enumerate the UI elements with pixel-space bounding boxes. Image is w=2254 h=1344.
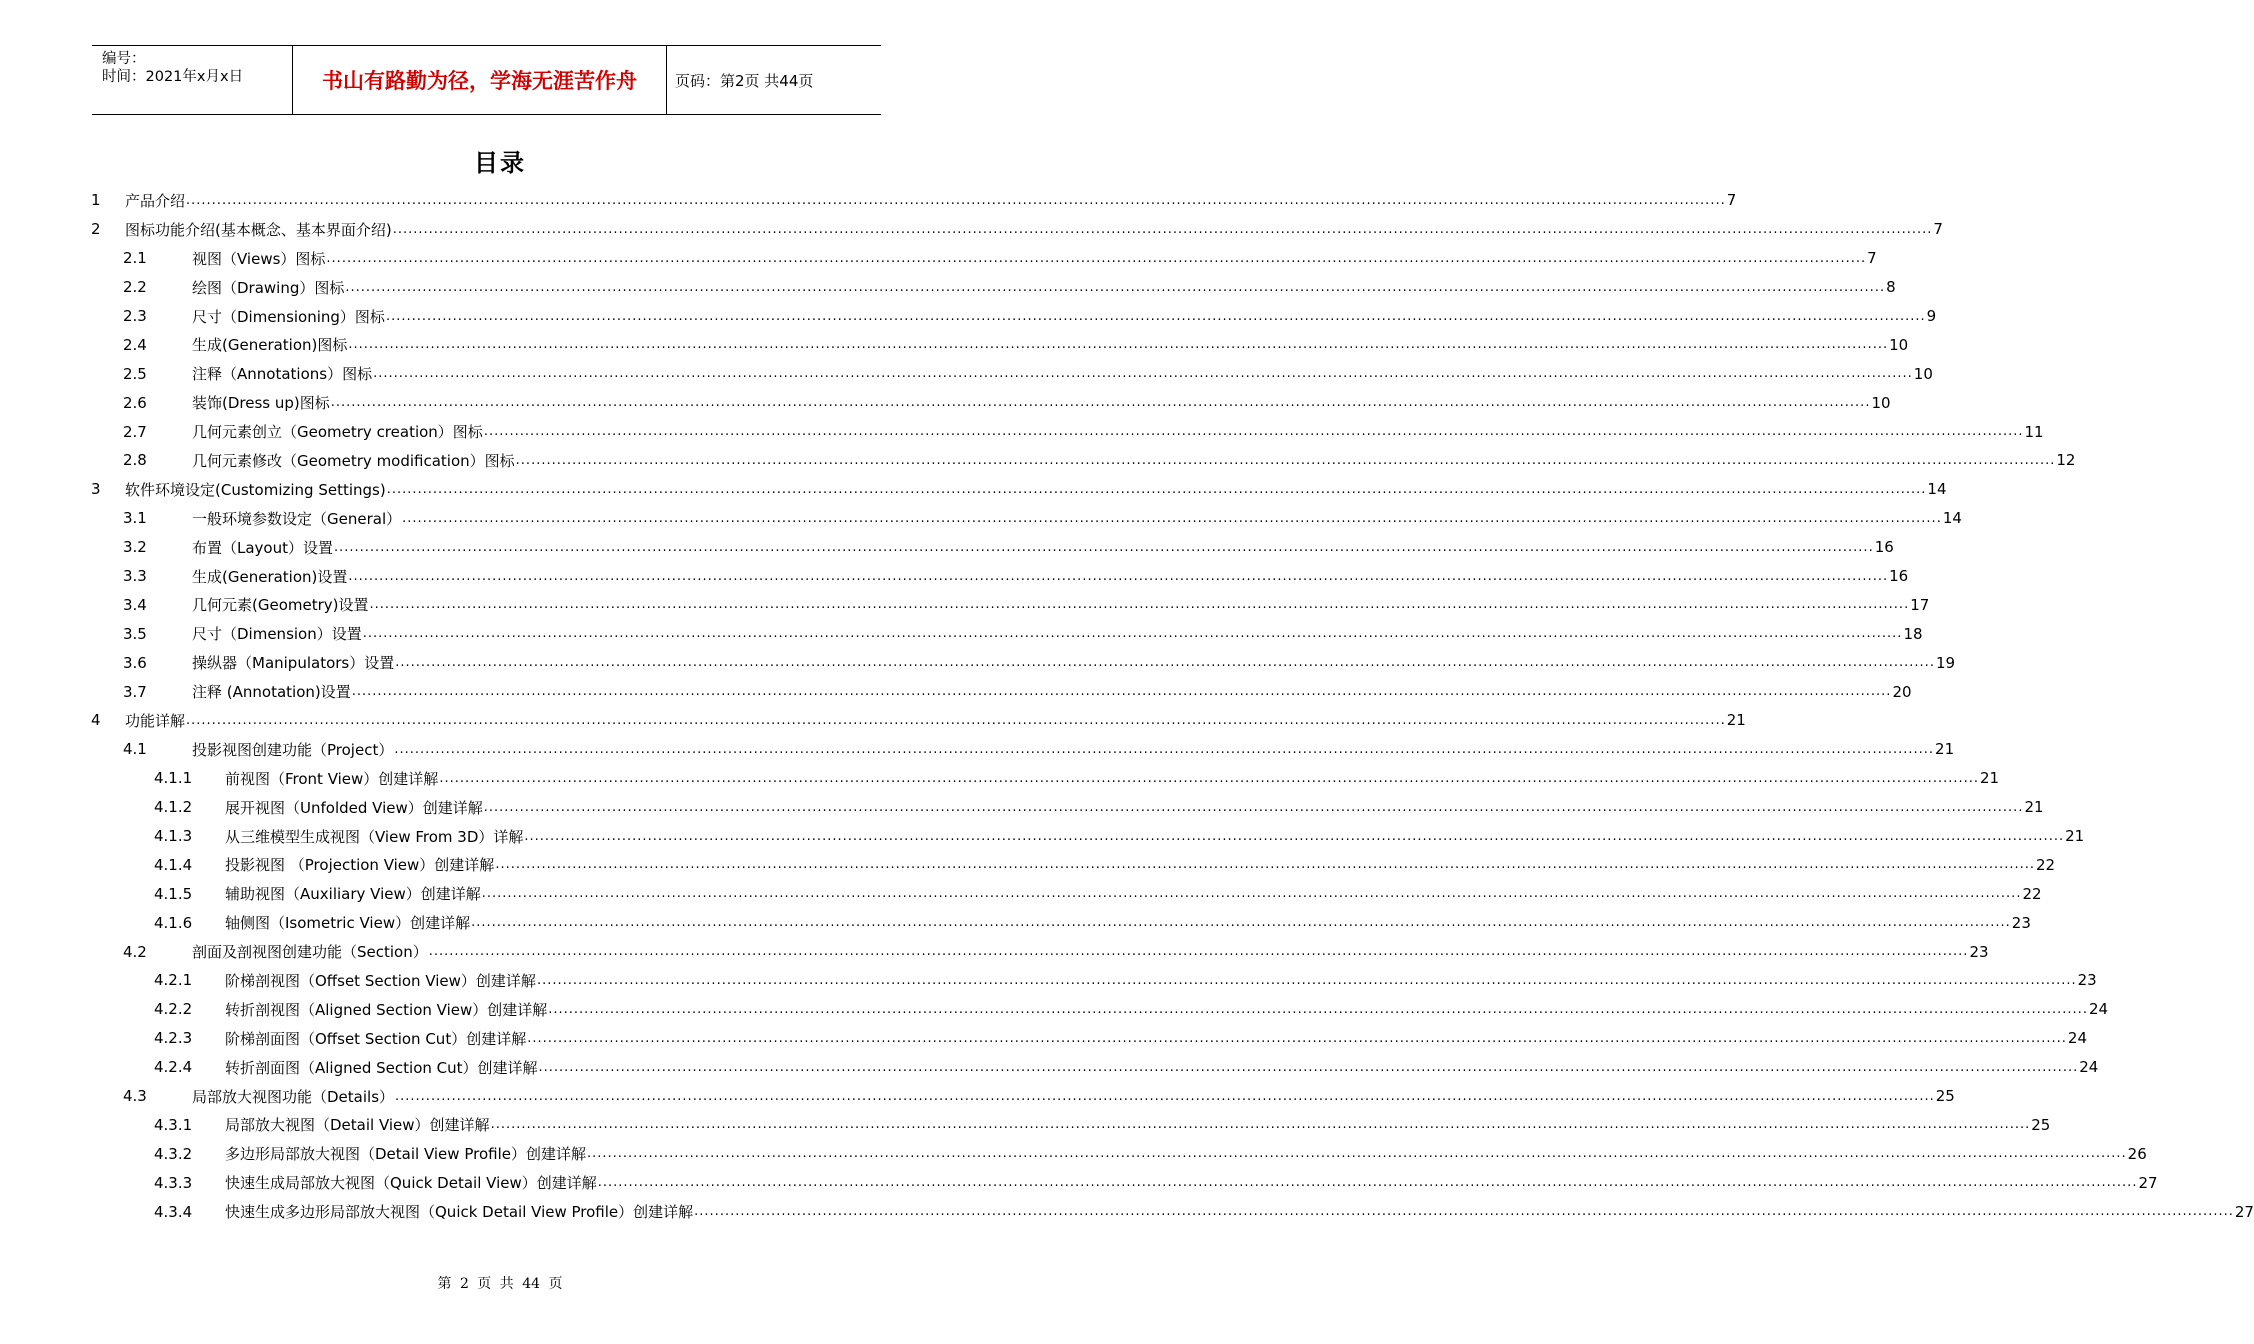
toc-entry-number: 2.2 bbox=[123, 278, 147, 297]
toc-entry-page: 25 bbox=[2031, 1115, 2051, 1134]
toc-entry[interactable] bbox=[0, 186, 1737, 215]
toc-entry[interactable] bbox=[0, 793, 2044, 822]
toc-entry-line bbox=[192, 417, 2044, 446]
toc-leader-dots: ............................................................................................................................................................................................................................................................................................................ bbox=[471, 915, 2011, 931]
toc-entry[interactable] bbox=[0, 822, 2085, 851]
toc-entry-title: 注释（Annotations）图标 bbox=[192, 365, 373, 384]
toc-entry[interactable] bbox=[0, 417, 2044, 446]
toc-entry-page: 10 bbox=[1871, 393, 1891, 412]
table-of-contents bbox=[0, 186, 2254, 1226]
toc-entry-page: 21 bbox=[2024, 798, 2044, 817]
toc-entry-title: 一般环境参数设定（General） bbox=[192, 509, 402, 528]
toc-entry-page: 23 bbox=[2011, 913, 2031, 932]
toc-entry-title: 投影视图创建功能（Project） bbox=[192, 740, 394, 759]
toc-entry-number: 4 bbox=[91, 711, 101, 730]
toc-entry-page: 8 bbox=[1886, 278, 1896, 297]
toc-entry-number: 4.3.1 bbox=[154, 1115, 193, 1134]
toc-leader-dots: ............................................................................................................................................................................................................................................................................................................ bbox=[483, 799, 2024, 815]
toc-entry-page: 22 bbox=[2036, 855, 2056, 874]
toc-entry-line bbox=[192, 533, 1894, 562]
toc-leader-dots: ............................................................................................................................................................................................................................................................................................................ bbox=[538, 1059, 2079, 1075]
toc-entry-number: 3.3 bbox=[123, 567, 147, 586]
toc-entry-line bbox=[225, 1053, 2099, 1082]
toc-entry-number: 4.2 bbox=[123, 942, 147, 961]
toc-entry-page: 21 bbox=[1935, 740, 1955, 759]
toc-entry-title: 绘图（Drawing）图标 bbox=[192, 278, 345, 297]
page-footer: 第 2 页 共 44 页 bbox=[437, 1276, 563, 1292]
toc-entry-title: 尺寸（Dimensioning）图标 bbox=[192, 307, 385, 326]
toc-entry-line bbox=[192, 1082, 1955, 1111]
toc-entry-page: 7 bbox=[1726, 191, 1737, 210]
toc-entry[interactable] bbox=[0, 504, 1962, 533]
toc-entry-number: 4.1.5 bbox=[154, 884, 193, 903]
toc-entry[interactable] bbox=[0, 850, 2056, 879]
toc-entry-title: 尺寸（Dimension）设置 bbox=[192, 625, 362, 644]
toc-entry-page: 7 bbox=[1867, 249, 1877, 268]
toc-entry-line bbox=[225, 793, 2044, 822]
toc-entry-title: 生成(Generation)设置 bbox=[192, 567, 348, 586]
toc-entry[interactable] bbox=[0, 1053, 2099, 1082]
toc-entry[interactable] bbox=[0, 590, 1930, 619]
toc-entry[interactable] bbox=[0, 879, 2042, 908]
toc-entry[interactable] bbox=[0, 446, 2076, 475]
toc-entry-line bbox=[225, 1111, 2051, 1140]
document-time: 时间：2021年x月x日 bbox=[102, 69, 244, 85]
toc-entry[interactable] bbox=[0, 764, 2000, 793]
toc-entry-number: 2.7 bbox=[123, 422, 147, 441]
toc-entry[interactable] bbox=[0, 388, 1891, 417]
toc-entry-number: 4.3 bbox=[123, 1087, 147, 1106]
toc-entry-page: 14 bbox=[1927, 480, 1947, 499]
toc-entry[interactable] bbox=[0, 1082, 1955, 1111]
toc-entry-line bbox=[192, 937, 1989, 966]
toc-entry-line bbox=[225, 764, 2000, 793]
toc-entry-page: 22 bbox=[2022, 884, 2042, 903]
toc-entry-title: 操纵器（Manipulators）设置 bbox=[192, 654, 395, 673]
toc-leader-dots: ............................................................................................................................................................................................................................................................................................................ bbox=[385, 308, 1926, 324]
toc-entry[interactable] bbox=[0, 330, 1909, 359]
toc-entry-page: 11 bbox=[2024, 422, 2044, 441]
toc-entry-number: 4.1.1 bbox=[154, 769, 193, 788]
toc-entry[interactable] bbox=[0, 215, 1943, 244]
toc-leader-dots: ............................................................................................................................................................................................................................................................................................................ bbox=[524, 828, 2065, 844]
toc-entry-line bbox=[192, 677, 1912, 706]
toc-entry-page: 25 bbox=[1935, 1087, 1955, 1106]
toc-leader-dots: ............................................................................................................................................................................................................................................................................................................ bbox=[536, 972, 2077, 988]
toc-entry[interactable] bbox=[0, 677, 1912, 706]
toc-entry-title: 快速生成局部放大视图（Quick Detail View）创建详解 bbox=[225, 1174, 597, 1193]
toc-entry-title: 装饰(Dress up)图标 bbox=[192, 394, 330, 413]
header-divider bbox=[666, 46, 667, 114]
toc-leader-dots: ............................................................................................................................................................................................................................................................................................................ bbox=[348, 337, 1889, 353]
toc-entry-number: 2.1 bbox=[123, 249, 147, 268]
toc-leader-dots: ............................................................................................................................................................................................................................................................................................................ bbox=[428, 944, 1969, 960]
toc-entry-line bbox=[192, 330, 1909, 359]
toc-entry-number: 3.2 bbox=[123, 538, 147, 557]
toc-entry-line bbox=[225, 966, 2097, 995]
toc-entry-number: 4.2.4 bbox=[154, 1058, 193, 1077]
toc-entry-number: 4.1.6 bbox=[154, 913, 193, 932]
toc-entry-title: 布置（Layout）设置 bbox=[192, 538, 333, 557]
toc-entry-number: 2 bbox=[91, 220, 101, 239]
toc-entry[interactable] bbox=[0, 995, 2109, 1024]
toc-entry-page: 7 bbox=[1933, 220, 1943, 239]
toc-entry-title: 视图（Views）图标 bbox=[192, 249, 326, 268]
toc-entry-title: 注释 (Annotation)设置 bbox=[192, 683, 351, 702]
toc-entry-number: 4.1 bbox=[123, 740, 147, 759]
toc-leader-dots: ............................................................................................................................................................................................................................................................................................................ bbox=[330, 395, 1871, 411]
toc-entry[interactable] bbox=[0, 1139, 2147, 1168]
toc-entry[interactable] bbox=[0, 619, 1923, 648]
toc-entry-number: 4.2.1 bbox=[154, 971, 193, 990]
toc-entry-number: 1 bbox=[91, 191, 101, 210]
toc-entry-page: 27 bbox=[2138, 1173, 2158, 1192]
toc-leader-dots: ............................................................................................................................................................................................................................................................................................................ bbox=[351, 684, 1892, 700]
toc-entry-number: 3.1 bbox=[123, 509, 147, 528]
toc-entry-page: 12 bbox=[2056, 451, 2076, 470]
toc-entry-line bbox=[125, 215, 1943, 244]
toc-entry-line bbox=[225, 1024, 2087, 1053]
toc-entry-page: 19 bbox=[1935, 653, 1956, 672]
toc-entry-page: 26 bbox=[2127, 1144, 2147, 1163]
toc-entry[interactable] bbox=[0, 706, 1746, 735]
toc-entry[interactable] bbox=[0, 562, 1909, 591]
toc-leader-dots: ............................................................................................................................................................................................................................................................................................................ bbox=[439, 770, 1980, 786]
toc-leader-dots: ............................................................................................................................................................................................................................................................................................................ bbox=[186, 192, 1726, 208]
toc-entry-page: 10 bbox=[1913, 364, 1933, 383]
toc-entry-number: 4.3.4 bbox=[154, 1202, 193, 1221]
toc-entry-line bbox=[192, 590, 1930, 619]
toc-leader-dots: ............................................................................................................................................................................................................................................................................................................ bbox=[483, 424, 2024, 440]
toc-entry-line bbox=[225, 879, 2042, 908]
toc-leader-dots: ............................................................................................................................................................................................................................................................................................................ bbox=[490, 1117, 2031, 1133]
toc-entry-line bbox=[192, 244, 1877, 273]
toc-entry-page: 27 bbox=[2234, 1202, 2254, 1221]
toc-leader-dots: ............................................................................................................................................................................................................................................................................................................ bbox=[395, 655, 1935, 671]
toc-entry-page: 21 bbox=[1726, 711, 1746, 730]
toc-entry-number: 4.1.2 bbox=[154, 798, 193, 817]
toc-entry-number: 3.5 bbox=[123, 624, 147, 643]
toc-entry-number: 2.3 bbox=[123, 307, 147, 325]
toc-leader-dots: ............................................................................................................................................................................................................................................................................................................ bbox=[548, 1001, 2088, 1017]
toc-entry-title: 生成(Generation)图标 bbox=[192, 336, 348, 355]
toc-entry-number: 3.6 bbox=[123, 653, 147, 672]
toc-entry-number: 2.6 bbox=[123, 393, 147, 412]
toc-entry[interactable] bbox=[0, 1024, 2087, 1053]
toc-entry-line bbox=[192, 273, 1896, 302]
toc-entry-number: 3 bbox=[91, 480, 101, 499]
toc-entry-page: 9 bbox=[1926, 307, 1937, 325]
toc-leader-dots: ............................................................................................................................................................................................................................................................................................................ bbox=[586, 1146, 2127, 1162]
toc-entry-number: 2.5 bbox=[123, 364, 147, 383]
toc-entry-title: 图标功能介绍(基本概念、基本界面介绍) bbox=[125, 220, 392, 239]
toc-entry-line bbox=[192, 735, 1955, 764]
toc-entry[interactable] bbox=[0, 966, 2097, 995]
toc-entry-title: 阶梯剖面图（Offset Section Cut）创建详解 bbox=[225, 1029, 527, 1048]
toc-entry[interactable] bbox=[0, 908, 2031, 937]
toc-leader-dots: ............................................................................................................................................................................................................................................................................................................ bbox=[395, 1088, 1935, 1104]
toc-entry-title: 软件环境设定(Customizing Settings) bbox=[125, 480, 386, 499]
toc-leader-dots: ............................................................................................................................................................................................................................................................................................................ bbox=[326, 250, 1867, 266]
toc-entry-title: 功能详解 bbox=[125, 711, 186, 730]
toc-leader-dots: ............................................................................................................................................................................................................................................................................................................ bbox=[186, 712, 1726, 728]
toc-entry-page: 18 bbox=[1903, 624, 1923, 643]
toc-entry-number: 4.3.2 bbox=[154, 1144, 193, 1163]
toc-entry-page: 23 bbox=[1969, 942, 1989, 961]
header-meta bbox=[102, 50, 243, 86]
toc-entry-line bbox=[192, 562, 1909, 591]
toc-entry-page: 10 bbox=[1889, 335, 1909, 354]
toc-leader-dots: ............................................................................................................................................................................................................................................................................................................ bbox=[386, 481, 1927, 497]
toc-entry-line bbox=[225, 850, 2056, 879]
toc-entry[interactable] bbox=[0, 475, 1947, 504]
toc-entry-line bbox=[225, 1139, 2147, 1168]
toc-entry-number: 3.7 bbox=[123, 682, 147, 701]
toc-entry[interactable] bbox=[0, 648, 1956, 677]
toc-entry-line bbox=[225, 1168, 2158, 1197]
toc-entry[interactable] bbox=[0, 937, 1989, 966]
toc-entry-number: 4.1.4 bbox=[154, 855, 193, 874]
toc-leader-dots: ............................................................................................................................................................................................................................................................................................................ bbox=[495, 857, 2036, 873]
toc-entry-title: 局部放大视图功能（Details） bbox=[192, 1087, 395, 1106]
toc-entry-line bbox=[192, 504, 1962, 533]
toc-entry-page: 24 bbox=[2088, 1000, 2109, 1019]
toc-entry-page: 16 bbox=[1874, 538, 1894, 557]
page-header bbox=[92, 45, 881, 115]
toc-entry-title: 几何元素修改（Geometry modification）图标 bbox=[192, 451, 515, 470]
toc-entry[interactable] bbox=[0, 1168, 2158, 1197]
header-motto: 书山有路勤为径，学海无涯苦作舟 bbox=[322, 69, 637, 93]
toc-leader-dots: ............................................................................................................................................................................................................................................................................................................ bbox=[334, 539, 1874, 555]
toc-leader-dots: ............................................................................................................................................................................................................................................................................................................ bbox=[373, 366, 1913, 382]
toc-entry-title: 转折剖面图（Aligned Section Cut）创建详解 bbox=[225, 1058, 538, 1077]
toc-entry[interactable] bbox=[0, 1197, 2254, 1226]
toc-entry-number: 3.4 bbox=[123, 595, 147, 614]
toc-entry-line bbox=[225, 1197, 2254, 1226]
toc-entry-line bbox=[125, 706, 1746, 735]
toc-entry-line bbox=[125, 186, 1737, 215]
toc-entry-line bbox=[192, 619, 1923, 648]
toc-leader-dots: ............................................................................................................................................................................................................................................................................................................ bbox=[481, 886, 2022, 902]
toc-leader-dots: ............................................................................................................................................................................................................................................................................................................ bbox=[597, 1175, 2138, 1191]
toc-entry-line bbox=[225, 908, 2031, 937]
toc-entry-line bbox=[192, 359, 1933, 388]
toc-entry-page: 24 bbox=[2079, 1058, 2099, 1077]
toc-entry-line bbox=[225, 995, 2109, 1024]
toc-entry-title: 阶梯剖视图（Offset Section View）创建详解 bbox=[225, 971, 536, 990]
toc-leader-dots: ............................................................................................................................................................................................................................................................................................................ bbox=[348, 568, 1889, 584]
toc-entry-number: 4.3.3 bbox=[154, 1173, 193, 1192]
toc-entry-number: 4.2.2 bbox=[154, 1000, 193, 1019]
toc-entry-title: 转折剖视图（Aligned Section View）创建详解 bbox=[225, 1000, 548, 1019]
toc-leader-dots: ............................................................................................................................................................................................................................................................................................................ bbox=[394, 741, 1935, 757]
toc-entry-number: 4.2.3 bbox=[154, 1029, 193, 1048]
toc-entry-page: 24 bbox=[2067, 1029, 2087, 1048]
toc-entry-title: 轴侧图（Isometric View）创建详解 bbox=[225, 914, 471, 933]
toc-entry-title: 几何元素(Geometry)设置 bbox=[192, 596, 369, 615]
toc-entry-page: 14 bbox=[1942, 509, 1962, 528]
toc-title: 目录 bbox=[474, 149, 526, 177]
toc-entry-page: 20 bbox=[1892, 682, 1912, 701]
toc-entry[interactable] bbox=[0, 273, 1896, 302]
toc-entry-line bbox=[192, 648, 1956, 677]
toc-entry-line bbox=[192, 388, 1891, 417]
toc-leader-dots: ............................................................................................................................................................................................................................................................................................................ bbox=[527, 1030, 2067, 1046]
toc-entry-title: 局部放大视图（Detail View）创建详解 bbox=[225, 1116, 490, 1135]
toc-entry-title: 剖面及剖视图创建功能（Section） bbox=[192, 943, 428, 962]
toc-entry-number: 2.4 bbox=[123, 335, 147, 354]
toc-entry-number: 4.1.3 bbox=[154, 827, 193, 846]
toc-entry-page: 21 bbox=[1980, 769, 2000, 788]
toc-entry-line bbox=[192, 302, 1937, 331]
toc-entry-line bbox=[225, 822, 2085, 851]
toc-entry-title: 产品介绍 bbox=[125, 191, 186, 210]
toc-entry-page: 21 bbox=[2065, 827, 2085, 846]
document-number-label: 编号： bbox=[102, 51, 146, 67]
toc-entry-title: 从三维模型生成视图（View From 3D）详解 bbox=[225, 827, 524, 846]
toc-entry[interactable] bbox=[0, 302, 1937, 331]
toc-entry[interactable] bbox=[0, 1111, 2051, 1140]
toc-leader-dots: ............................................................................................................................................................................................................................................................................................................ bbox=[694, 1204, 2234, 1220]
toc-leader-dots: ............................................................................................................................................................................................................................................................................................................ bbox=[402, 510, 1942, 526]
toc-entry-title: 展开视图（Unfolded View）创建详解 bbox=[225, 798, 483, 817]
toc-leader-dots: ............................................................................................................................................................................................................................................................................................................ bbox=[362, 626, 1903, 642]
toc-entry-title: 几何元素创立（Geometry creation）图标 bbox=[192, 423, 483, 442]
toc-entry[interactable] bbox=[0, 244, 1877, 273]
header-page-info: 页码：第2页 共44页 bbox=[675, 71, 814, 90]
toc-entry-page: 16 bbox=[1889, 567, 1909, 586]
toc-entry-line bbox=[125, 475, 1947, 504]
toc-entry-title: 辅助视图（Auxiliary View）创建详解 bbox=[225, 885, 481, 904]
toc-entry-page: 23 bbox=[2077, 971, 2097, 990]
toc-leader-dots: ............................................................................................................................................................................................................................................................................................................ bbox=[369, 597, 1910, 613]
toc-entry[interactable] bbox=[0, 735, 1955, 764]
toc-entry-title: 多边形局部放大视图（Detail View Profile）创建详解 bbox=[225, 1145, 586, 1164]
toc-entry[interactable] bbox=[0, 533, 1894, 562]
toc-leader-dots: ............................................................................................................................................................................................................................................................................................................ bbox=[515, 452, 2056, 468]
toc-entry-line bbox=[192, 446, 2076, 475]
toc-entry-title: 投影视图 （Projection View）创建详解 bbox=[225, 856, 495, 875]
toc-entry[interactable] bbox=[0, 359, 1933, 388]
toc-entry-title: 快速生成多边形局部放大视图（Quick Detail View Profile）创建详解 bbox=[225, 1203, 694, 1222]
toc-leader-dots: ............................................................................................................................................................................................................................................................................................................ bbox=[392, 221, 1933, 237]
toc-entry-number: 2.8 bbox=[123, 451, 147, 470]
toc-leader-dots: ............................................................................................................................................................................................................................................................................................................ bbox=[345, 279, 1886, 295]
toc-entry-title: 前视图（Front View）创建详解 bbox=[225, 769, 439, 788]
toc-entry-page: 17 bbox=[1910, 595, 1930, 614]
